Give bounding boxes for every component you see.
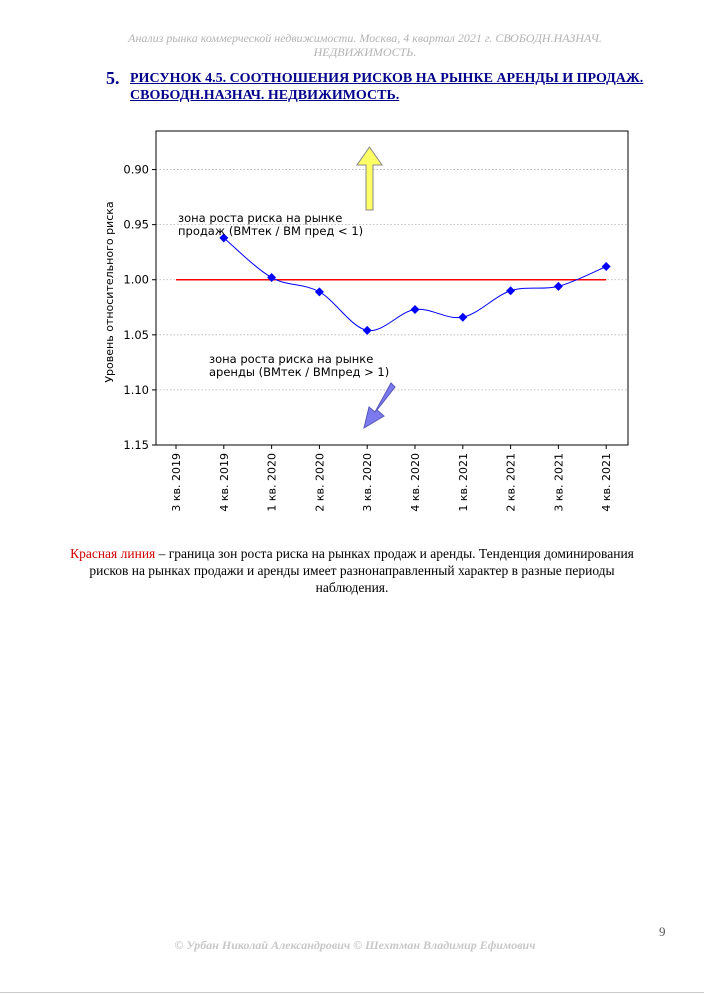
sales-zone-annotation-line-1: зона роста риска на рынке — [178, 211, 343, 225]
data-point-marker — [554, 282, 563, 291]
data-point-marker — [267, 273, 276, 282]
data-point-marker — [506, 286, 515, 295]
up-arrow-icon — [357, 147, 382, 210]
series-line — [224, 238, 606, 331]
section-number: 5. — [106, 68, 120, 88]
figure-title[interactable]: РИСУНОК 4.5. СООТНОШЕНИЯ РИСКОВ НА РЫНКЕ АРЕНДЫ И ПРОДАЖ. СВОБОДН.НАЗНАЧ. НЕДВИЖИМОСТЬ. — [130, 71, 644, 103]
series-markers — [219, 233, 610, 335]
sales-zone-annotation-line-2: продаж (ВМтек / ВМ пред < 1) — [178, 224, 364, 238]
header-line-2: НЕДВИЖИМОСТЬ. — [313, 45, 417, 59]
x-tick-label: 3 кв. 2020 — [361, 453, 375, 512]
risk-ratio-chart — [98, 125, 638, 525]
x-tick-label: 2 кв. 2021 — [504, 453, 518, 512]
data-point-marker — [411, 305, 420, 314]
rent-zone-annotation-line-1: зона роста риска на рынке — [209, 352, 374, 366]
x-tick-label: 4 кв. 2021 — [600, 453, 614, 512]
x-tick-label: 1 кв. 2021 — [456, 453, 470, 512]
caption-line-1 — [60, 545, 644, 562]
data-point-marker — [458, 313, 467, 322]
page-bottom-divider — [0, 992, 704, 993]
data-point-marker — [363, 326, 372, 335]
header-line-1: Анализ рынка коммерческой недвижимости. Москва, 4 квартал 2021 г. СВОБОДН.НАЗНАЧ. — [128, 31, 602, 45]
running-header — [100, 31, 630, 59]
x-tick-label: 3 кв. 2019 — [170, 453, 183, 512]
x-axis — [170, 445, 613, 512]
y-tick-label: 1.00 — [123, 272, 149, 287]
caption-line-2: рисков на рынках продажи и аренды имеет разнонаправленный характер в разные периоды — [89, 563, 615, 578]
figure-caption — [60, 545, 644, 596]
y-axis — [123, 163, 156, 452]
y-axis-label: Уровень относительного риска — [103, 201, 116, 383]
copyright-footer: © Урбан Николай Александрович © Шехтман Владимир Ефимович — [174, 938, 536, 952]
down-arrow-icon — [364, 383, 395, 428]
x-tick-label: 4 кв. 2020 — [409, 453, 422, 512]
x-tick-label: 2 кв. 2020 — [313, 453, 327, 512]
caption-text-1: – граница зон роста риска на рынках продаж и аренды. Тенденция доминирования — [155, 546, 634, 561]
data-point-marker — [315, 287, 324, 296]
x-tick-label: 1 кв. 2020 — [265, 453, 279, 512]
page-number: 9 — [659, 924, 666, 939]
red-line-label: Красная линия — [70, 546, 156, 561]
x-tick-label: 4 кв. 2019 — [217, 453, 231, 512]
y-tick-label: 1.15 — [123, 438, 149, 452]
rent-zone-annotation-line-2: аренды (ВМтек / ВМпред > 1) — [209, 365, 390, 379]
y-tick-label: 0.95 — [123, 217, 149, 232]
y-tick-label: 0.90 — [123, 162, 149, 177]
data-point-marker — [602, 262, 611, 271]
caption-line-3: наблюдения. — [315, 580, 389, 595]
y-tick-label: 1.05 — [123, 327, 149, 342]
x-tick-label: 3 кв. 2021 — [552, 453, 566, 512]
y-tick-label: 1.10 — [123, 382, 149, 397]
